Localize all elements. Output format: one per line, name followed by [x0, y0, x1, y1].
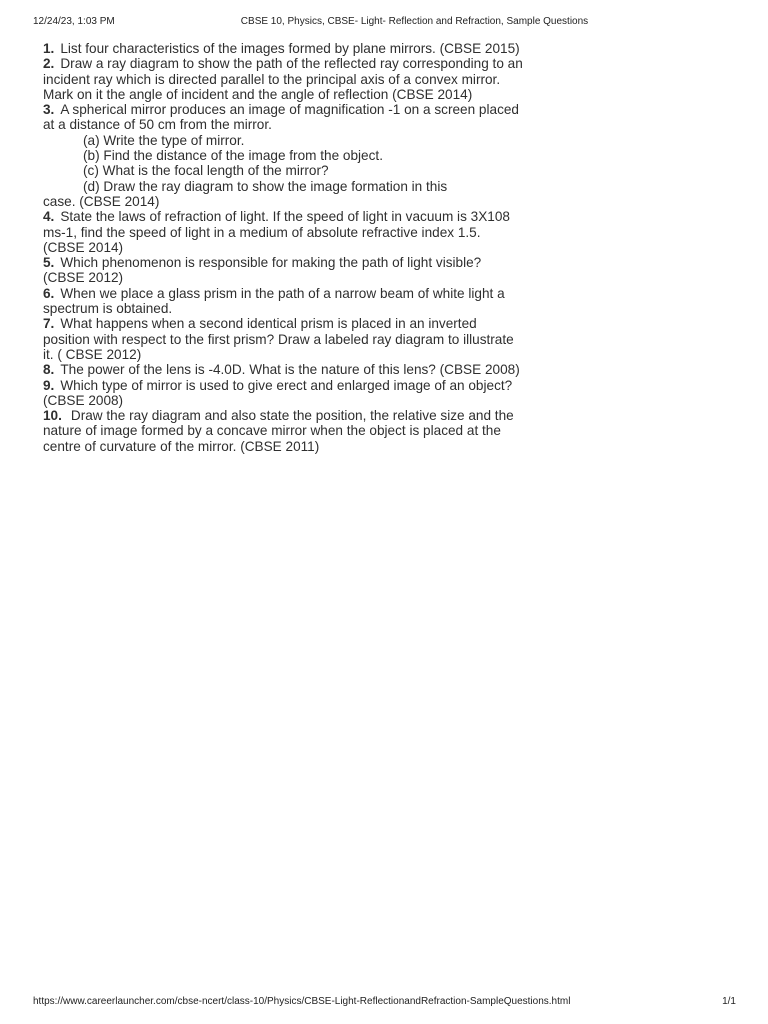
- question-7: [43, 316, 523, 362]
- question-number: 10.: [43, 408, 62, 424]
- question-text: Draw the ray diagram and also state the position, the relative size and the nature of image formed by a concave mirror when the object is placed at the centre of curvature of the mirror. (CBSE 2011): [43, 408, 514, 454]
- question-number: 7.: [43, 316, 55, 332]
- question-3-part-b: (b) Find the distance of the image from the object.: [83, 148, 383, 164]
- print-footer: [33, 996, 736, 1010]
- question-10: [43, 408, 523, 454]
- question-text: Which phenomenon is responsible for making the path of light visible? (CBSE 2012): [43, 255, 482, 286]
- question-number: 1.: [43, 41, 55, 56]
- question-2: [43, 56, 523, 102]
- question-number: 6.: [43, 285, 55, 301]
- question-number: 9.: [43, 377, 55, 393]
- question-text: Which type of mirror is used to give erect and enlarged image of an object? (CBSE 2008): [43, 377, 513, 408]
- question-number: 5.: [43, 255, 55, 271]
- question-8: [43, 362, 523, 377]
- question-number: 2.: [43, 56, 55, 72]
- question-3-tail: case. (CBSE 2014): [43, 193, 160, 209]
- question-text: A spherical mirror produces an image of magnification -1 on a screen placed at a distance of 50 cm from the mirror.: [43, 102, 519, 133]
- question-5: [43, 255, 523, 286]
- question-3-part-a: (a) Write the type of mirror.: [83, 132, 245, 148]
- question-number: 8.: [43, 362, 55, 378]
- print-header: [33, 16, 736, 30]
- question-9: [43, 378, 523, 409]
- source-url: https://www.careerlauncher.com/cbse-ncert/class-10/Physics/CBSE-Light-ReflectionandRefraction-SampleQuestions.html: [33, 996, 571, 1007]
- question-text: State the laws of refraction of light. If the speed of light in vacuum is 3X108 ms-1, find the speed of light in a medium of absolute refractive index 1.5. (CBSE 2014): [43, 209, 510, 255]
- question-list: [43, 41, 523, 454]
- question-1: [43, 41, 523, 56]
- question-3-part-c: (c) What is the focal length of the mirror?: [83, 163, 329, 179]
- question-3: [43, 102, 523, 133]
- print-datetime: 12/24/23, 1:03 PM: [33, 16, 115, 27]
- page-number: 1/1: [722, 996, 736, 1007]
- question-text: What happens when a second identical prism is placed in an inverted position with respect to the first prism? Draw a labeled ray diagram to illustrate it. ( CBSE 2012): [43, 316, 514, 362]
- question-text: List four characteristics of the images formed by plane mirrors. (CBSE 2015): [60, 41, 520, 56]
- question-number: 3.: [43, 102, 55, 118]
- question-text: The power of the lens is -4.0D. What is the nature of this lens? (CBSE 2008): [60, 362, 520, 378]
- question-4: [43, 209, 523, 255]
- question-6: [43, 286, 523, 317]
- question-text: When we place a glass prism in the path of a narrow beam of white light a spectrum is obtained.: [43, 285, 505, 317]
- question-3-part-d: (d) Draw the ray diagram to show the image formation in this: [83, 178, 448, 194]
- question-text: Draw a ray diagram to show the path of the reflected ray corresponding to an incident ray which is directed parallel to the principal axis of a convex mirror. Mark on it the angle of incident and the angle of reflection (CBSE 2014): [43, 56, 523, 102]
- page-title: CBSE 10, Physics, CBSE- Light- Reflection and Refraction, Sample Questions: [240, 16, 589, 27]
- question-number: 4.: [43, 209, 55, 225]
